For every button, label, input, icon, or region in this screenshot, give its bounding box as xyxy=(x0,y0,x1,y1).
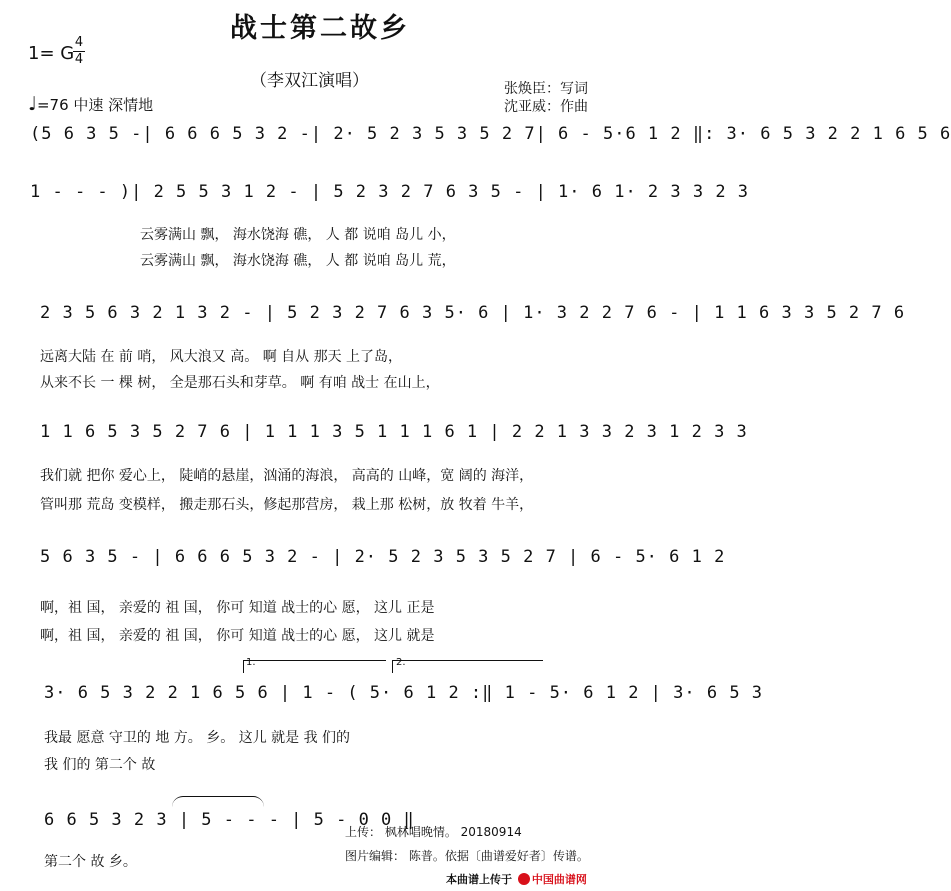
site-logo-icon xyxy=(518,873,530,885)
tempo-marking xyxy=(28,93,153,115)
volta-bracket-2 xyxy=(392,660,543,673)
notation-line-3: 2 3 5 6 3 2 1 3 2 - | 5 2 3 2 7 6 3 5· 6 | 1· 3 2 2 7 6 - | 1 1 6 3 3 5 2 7 6 xyxy=(40,303,906,323)
notation-line-2: 1 - - - )| 2 5 5 3 1 2 - | 5 2 3 2 7 6 3 5 - | 1· 6 1· 2 3 3 2 3 xyxy=(30,182,750,202)
notation-line-4: 1 1 6 5 3 5 2 7 6 | 1 1 1 3 5 1 1 1 6 1 | 2 2 1 3 3 2 3 1 2 3 3 xyxy=(40,422,748,442)
lyricist-credit: 张焕臣：写词 xyxy=(504,81,588,97)
editor-info: 图片编辑： 陈普。依据〔曲谱爱好者〕传谱。 xyxy=(345,849,589,863)
lyric-line-4b: 管叫那 荒岛 变模样， 搬走那石头，修起那营房， 栽上那 松树，放 牧着 牛羊， xyxy=(40,497,534,513)
song-title: 战士第二故乡 xyxy=(230,13,410,44)
footer-text: 本曲谱上传于 xyxy=(446,873,512,886)
volta-2-label: 2. xyxy=(396,657,406,668)
lyric-line-6a: 我最 愿意 守卫的 地 方。 乡。 这儿 就是 我 们的 xyxy=(44,730,351,746)
quarter-note-icon: ♩ xyxy=(28,93,37,115)
notation-line-1: (5 6 3 5 -| 6 6 6 5 3 2 -| 2· 5 2 3 5 3 5 2 7| 6 - 5·6 1 2 ‖: 3· 6 5 3 2 2 1 6 5 6 xyxy=(30,124,951,144)
notation-line-5: 5 6 3 5 - | 6 6 6 5 3 2 - | 2· 5 2 3 5 3 5 2 7 | 6 - 5· 6 1 2 xyxy=(40,547,726,567)
lyric-line-7a: 第二个 故 乡。 xyxy=(44,854,137,870)
time-signature xyxy=(73,36,85,67)
lyric-line-3b: 从来不长 一 棵 树， 全是那石头和芽草。 啊 有咱 战士 在山上， xyxy=(40,375,440,391)
time-signature-top: 4 xyxy=(74,35,84,50)
site-footer xyxy=(446,871,587,887)
upload-info: 上传： 枫林唱晚情。 20180914 xyxy=(345,825,522,839)
time-signature-bottom: 4 xyxy=(74,52,84,67)
lyric-line-6b: 我 们的 第二个 故 xyxy=(44,757,156,773)
tie-arc xyxy=(172,796,264,807)
tempo-text: =76 中速 深情地 xyxy=(36,96,154,114)
lyric-line-4a: 我们就 把你 爱心上， 陡峭的悬崖，汹涌的海浪， 高高的 山峰，宽 阔的 海洋， xyxy=(40,468,534,484)
composer-credit: 沈亚威：作曲 xyxy=(504,99,588,115)
volta-bracket-1 xyxy=(243,660,386,673)
notation-line-6: 3· 6 5 3 2 2 1 6 5 6 | 1 - ( 5· 6 1 2 :‖ 1 - 5· 6 1 2 | 3· 6 5 3 xyxy=(44,683,764,703)
lyric-line-3a: 远离大陆 在 前 哨， 风大浪又 高。 啊 自从 那天 上了岛， xyxy=(40,349,403,365)
lyric-line-2b: 云雾满山 飘， 海水饶海 礁， 人 都 说咱 岛儿 荒， xyxy=(140,253,456,269)
lyric-line-5b: 啊，祖 国， 亲爱的 祖 国， 你可 知道 战士的心 愿， 这儿 就是 xyxy=(40,628,435,644)
key-signature: 1= G xyxy=(28,43,75,64)
site-logo-text[interactable]: 中国曲谱网 xyxy=(531,873,587,886)
notation-line-7: 6 6 5 3 2 3 | 5 - - - | 5 - 0 0 ‖ xyxy=(44,810,415,830)
lyric-line-5a: 啊，祖 国， 亲爱的 祖 国， 你可 知道 战士的心 愿， 这儿 正是 xyxy=(40,600,435,616)
volta-1-label: 1. xyxy=(246,657,256,668)
lyric-line-2a: 云雾满山 飘， 海水饶海 礁， 人 都 说咱 岛儿 小， xyxy=(140,227,456,243)
song-subtitle: （李双江演唱） xyxy=(250,71,369,91)
